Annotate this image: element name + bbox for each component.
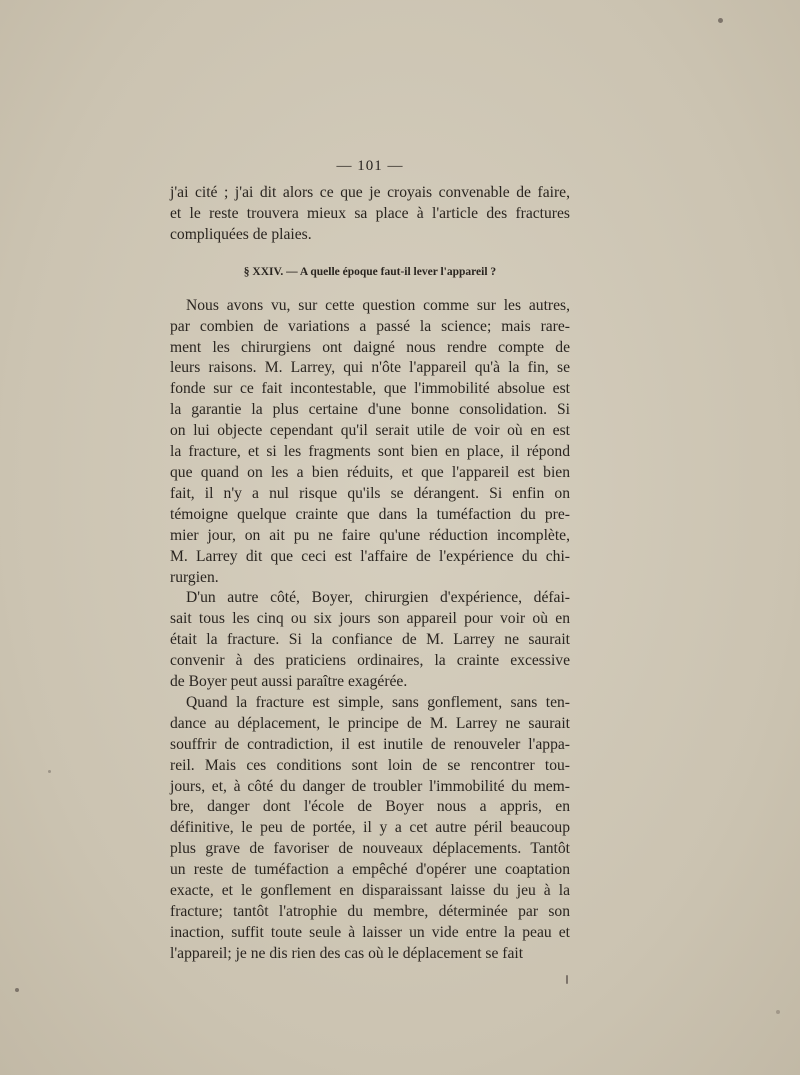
text-line: était la fracture. Si la confiance de M. Larrey ne saurait	[170, 631, 570, 649]
text-line: dance au déplacement, le principe de M. Larrey ne saurait	[170, 714, 570, 732]
text-line: sait tous les cinq ou six jours son appareil pour voir où en	[170, 610, 570, 628]
page-number: — 101 —	[336, 158, 404, 174]
text-line: rurgien.	[170, 568, 219, 586]
text-line: l'appareil; je ne dis rien des cas où le déplacement se fait	[170, 944, 524, 962]
text-line: j'ai cité ; j'ai dit alors ce que je croyais convenable de faire,	[170, 184, 570, 201]
text-line: inaction, suffit toute seule à laisser un vide entre la peau et	[170, 923, 570, 941]
text-line: leurs raisons. M. Larrey, qui n'ôte l'appareil qu'à la fin, se	[170, 359, 570, 377]
text-line: Quand la fracture est simple, sans gonflement, sans ten-	[186, 693, 570, 711]
text-line: ment les chirurgiens ont daigné nous rendre compte de	[170, 338, 570, 356]
text-line: la fracture, et si les fragments sont bien en place, il répond	[170, 443, 570, 461]
section-body	[170, 296, 570, 965]
text-line: plus grave de favoriser de nouveaux déplacements. Tantôt	[170, 840, 570, 858]
text-line: bre, danger dont l'école de Boyer nous a appris, en	[170, 798, 570, 816]
paper-speck	[566, 975, 568, 984]
text-line: on lui objecte cependant qu'il serait utile de voir où en est	[170, 422, 570, 440]
text-line: exacte, et le gonflement en disparaissant laisse du jeu à la	[170, 882, 570, 900]
text-line: que quand on les a bien réduits, et que l'appareil est bien	[170, 463, 570, 481]
text-line: et le reste trouvera mieux sa place à l'article des fractures	[170, 204, 570, 222]
text-line: témoigne quelque crainte que dans la tuméfaction du pre-	[170, 505, 570, 523]
text-line: D'un autre côté, Boyer, chirurgien d'expérience, défai-	[186, 589, 570, 607]
text-line: mier jour, on ait pu ne faire qu'une réduction incomplète,	[170, 526, 570, 544]
continuation-paragraphs	[170, 183, 570, 246]
paragraph	[170, 588, 570, 693]
page-text	[170, 155, 570, 965]
paper-speck	[718, 18, 723, 23]
text-line: fait, il n'y a nul risque qu'ils se dérangent. Si enfin on	[170, 484, 570, 502]
paragraph	[170, 693, 570, 965]
text-line: jours, et, à côté du danger de troubler l'immobilité du mem-	[170, 777, 570, 795]
text-line: souffrir de contradiction, il est inutile de renouveler l'appa-	[170, 735, 570, 753]
paper-speck	[776, 1010, 780, 1014]
paragraph	[170, 296, 570, 589]
paper-speck	[48, 770, 51, 773]
text-line: reil. Mais ces conditions sont loin de se rencontrer tou-	[170, 756, 570, 774]
text-line: la garantie la plus certaine d'une bonne consolidation. Si	[170, 401, 570, 419]
text-line: M. Larrey dit que ceci est l'affaire de l'expérience du chi-	[170, 547, 570, 565]
text-line: par combien de variations a passé la science; mais rare-	[170, 317, 570, 335]
text-line: fracture; tantôt l'atrophie du membre, déterminée par son	[170, 903, 570, 920]
text-line: Nous avons vu, sur cette question comme sur les autres,	[186, 296, 570, 314]
text-line: compliquées de plaies.	[170, 225, 312, 243]
text-line: fonde sur ce fait incontestable, que l'immobilité absolue est	[170, 380, 570, 398]
text-line: convenir à des praticiens ordinaires, la crainte excessive	[170, 652, 570, 670]
text-line: un reste de tuméfaction a empêché d'opérer une coaptation	[170, 861, 570, 879]
text-line: de Boyer peut aussi paraître exagérée.	[170, 673, 408, 691]
paper-speck	[15, 988, 19, 992]
paragraph	[170, 183, 570, 246]
text-line: définitive, le peu de portée, il y a cet autre péril beaucoup	[170, 819, 570, 837]
section-heading: § XXIV. — A quelle époque faut-il lever l'appareil ?	[243, 265, 497, 278]
